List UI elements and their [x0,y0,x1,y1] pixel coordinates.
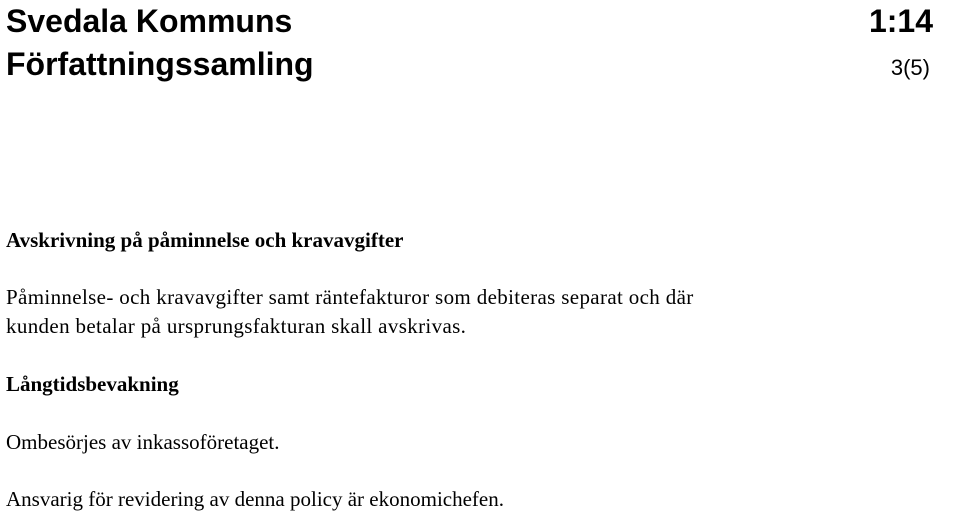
municipality-name: Svedala Kommuns [6,3,293,39]
section-heading-write-off: Avskrivning på påminnelse och kravavgifter [6,228,404,252]
paragraph-line: Ombesörjes av inkassoföretaget. [6,430,280,454]
page-number: 3(5) [890,55,930,80]
collection-name: Författningssamling [6,46,314,82]
document-code: 1:14 [868,3,933,39]
paragraph-line: Påminnelse- och kravavgifter samt räntefakturor som debiteras separat och där [6,285,694,309]
paragraph-line: kunden betalar på ursprungsfakturan skall avskrivas. [6,314,467,338]
section-heading-long-term-monitoring: Långtidsbevakning [6,372,179,396]
responsibility-note: Ansvarig för revidering av denna policy är ekonomichefen. [6,487,504,511]
header-title [6,0,314,86]
